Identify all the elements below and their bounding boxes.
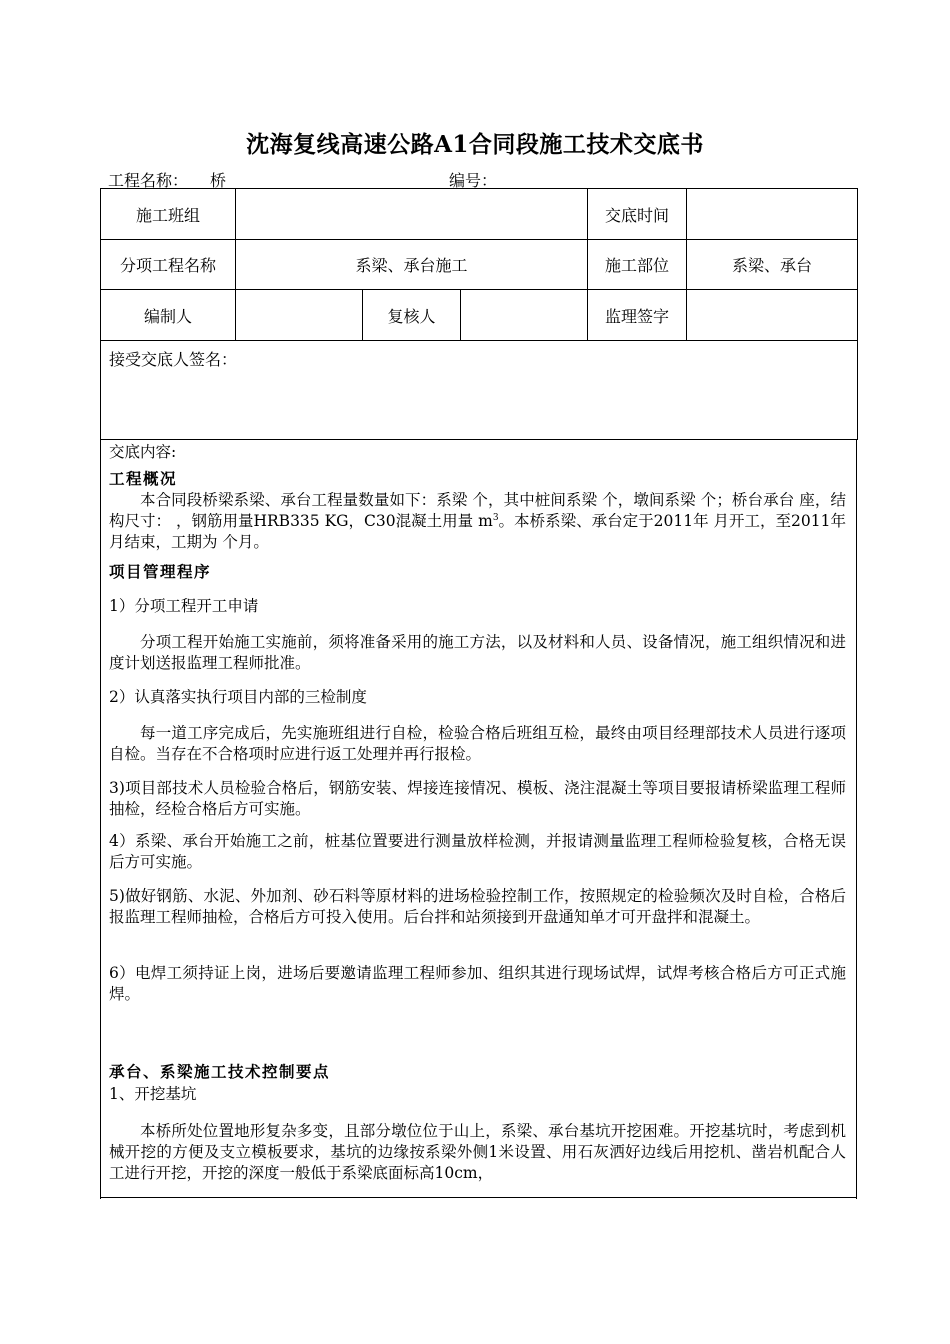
- item1-title: 1）分项工程开工申请: [109, 597, 259, 615]
- reviewer-value[interactable]: [461, 290, 588, 341]
- receiver-signature-cell[interactable]: [101, 341, 858, 440]
- header-form-table: [100, 188, 858, 440]
- section1-text: 本桥所处位置地形复杂多变，且部分墩位位于山上，系梁、承台基坑开挖困难。开挖基坑时，考虑到机械开挖的方便及支立模板要求，基坑的边缘按系梁外侧1米设置、用石灰洒好边线后用挖机、凿岩机配合人工进行开挖，开挖的深度一般低于系梁底面标高10cm，: [109, 1122, 846, 1182]
- overview-paragraph: 本合同段桥梁系梁、承台工程量数量如下：系梁 个，其中桩间系梁 个，墩间系梁 个；桥台承台 座，结构尺寸： ，钢筋用量HRB335 KG，C30混凝土用量 $m^3$。本桥系梁、承台定于2011年 月开工，至2011年 月结束，工期为 个月。: [109, 491, 846, 551]
- heading-overview: 工程概况: [109, 470, 178, 488]
- document-title: 沈海复线高速公路A1合同段施工技术交底书: [246, 131, 704, 158]
- document-number-label: 编号：: [449, 171, 498, 190]
- receiver-signature-label: 接受交底人签名：: [109, 350, 238, 369]
- section1-title: 1、开挖基坑: [109, 1085, 197, 1103]
- construction-part-label: 施工部位: [588, 240, 687, 290]
- item6-text: 6）电焊工须持证上岗，进场后要邀请监理工程师参加、组织其进行现场试焊，试焊考核合格后方可正式施焊。: [109, 964, 846, 1003]
- item2-text: 每一道工序完成后，先实施班组进行自检，检验合格后班组互检，最终由项目经理部技术人员进行逐项自检。当存在不合格项时应进行返工处理并再行报检。: [109, 724, 846, 763]
- team-value[interactable]: [236, 189, 588, 240]
- subitem-name-value: 系梁、承台施工: [236, 240, 588, 290]
- heading-procedure: 项目管理程序: [109, 563, 212, 581]
- project-name-value: 桥: [210, 171, 227, 190]
- construction-part-value: 系梁、承台: [687, 240, 858, 290]
- project-name-label: 工程名称：: [108, 171, 189, 190]
- page-bottom-border: [100, 1197, 857, 1198]
- author-value[interactable]: [236, 290, 363, 341]
- item5-text: 5)做好钢筋、水泥、外加剂、砂石料等原材料的进场检验控制工作，按照规定的检验频次及时自检，合格后报监理工程师抽检，合格后方可投入使用。后台拌和站须接到开盘通知单才可开盘拌和混凝土。: [109, 887, 846, 926]
- item4-text: 4）系梁、承台开始施工之前，桩基位置要进行测量放样检测，并报请测量监理工程师检验复核，合格无误后方可实施。: [109, 832, 846, 871]
- handover-time-value[interactable]: [687, 189, 858, 240]
- item3-text: 3)项目部技术人员检验合格后，钢筋安装、焊接连接情况、模板、浇注混凝土等项目要报请桥梁监理工程师抽检，经检合格后方可实施。: [109, 779, 846, 818]
- heading-control-points: 承台、系梁施工技术控制要点: [109, 1063, 331, 1081]
- author-label: 编制人: [101, 290, 236, 341]
- reviewer-label: 复核人: [363, 290, 461, 341]
- handover-time-label: 交底时间: [588, 189, 687, 240]
- content-intro-label: 交底内容:: [109, 443, 177, 461]
- team-label: 施工班组: [101, 189, 236, 240]
- supervisor-sign-label: 监理签字: [588, 290, 687, 341]
- supervisor-sign-value[interactable]: [687, 290, 858, 341]
- item1-text: 分项工程开始施工实施前，须将准备采用的施工方法，以及材料和人员、设备情况，施工组织情况和进度计划送报监理工程师批准。: [109, 633, 846, 672]
- handover-content-box: [100, 439, 857, 1199]
- subitem-name-label: 分项工程名称: [101, 240, 236, 290]
- item2-title: 2）认真落实执行项目内部的三检制度: [109, 688, 367, 706]
